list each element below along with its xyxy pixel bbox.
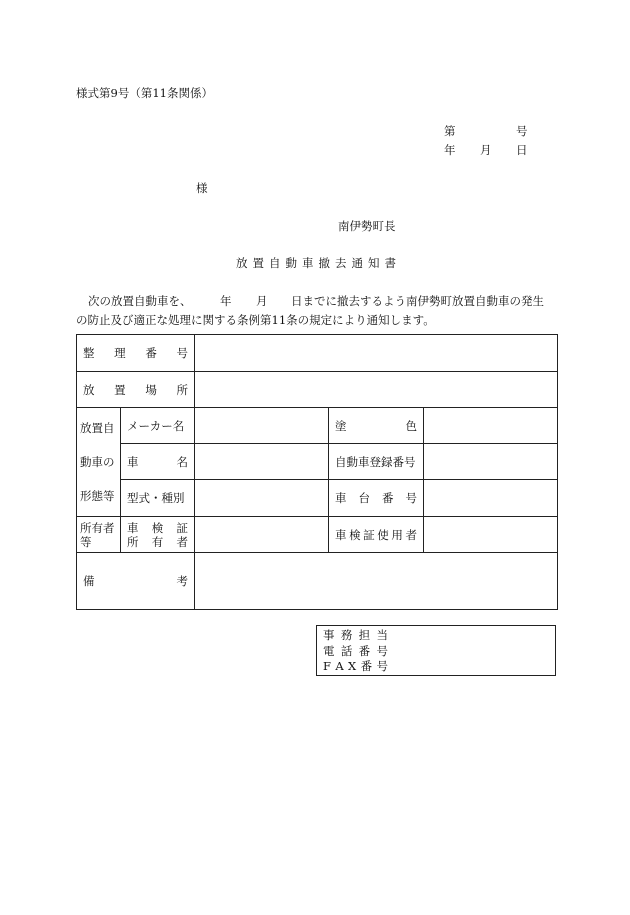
row-model [77,480,558,517]
inspection-user-label: 車 検 証 使 用 者 [335,527,417,542]
location-label: 放 置 場 所 [83,382,188,397]
owner-group-l1: 所有者 [80,520,115,535]
field-maker[interactable] [195,408,329,444]
field-registration[interactable] [424,444,558,480]
owner-group-cell [77,517,121,553]
body-line1-b: 日までに撤去するよう南伊勢町放置自動車の発生 [291,294,544,308]
label-location [77,372,195,408]
body-line1-month: 月 [256,294,268,308]
contact-fax-label: F A X 番 号 [323,659,388,673]
chassis-label: 車 台 番 号 [335,491,417,505]
remarks-label: 備 考 [83,574,188,588]
vehicle-info-table [76,334,558,610]
label-model [121,480,195,517]
field-model[interactable] [195,480,329,517]
body-line1-a: 次の放置自動車を、 [88,294,192,308]
document-title: 放置自動車撤去通知書 [236,256,401,270]
vehicle-group-cell [77,408,121,517]
vehicle-group-l3: 形態等 [80,489,115,503]
addressee-suffix: 様 [196,181,208,195]
body-line2: の防止及び適正な処理に関する条例第11条の規定により通知します。 [76,313,435,327]
vehicle-group-l2: 動車の [80,455,115,469]
contact-box [316,625,556,676]
label-chassis [329,480,424,517]
inspection-owner-l2: 所 有 者 [127,534,188,549]
row-car-name [77,444,558,480]
registration-label: 自動車登録番号 [335,454,416,469]
label-maker [121,408,195,444]
field-chassis[interactable] [424,480,558,517]
label-row-number [77,335,195,372]
field-inspection-owner[interactable] [195,517,329,553]
field-color[interactable] [424,408,558,444]
date-month-label: 月 [480,143,492,157]
row-number-label: 整 理 番 号 [83,346,188,360]
row-maker [77,408,558,444]
label-inspection-user [329,517,424,553]
contact-phone-label: 電 話 番 号 [323,643,388,658]
model-label: 型式・種別 [127,491,185,505]
label-registration [329,444,424,480]
row-remarks [77,553,558,610]
maker-label: メーカー名 [127,418,185,433]
inspection-owner-l1: 車 検 証 [127,520,188,535]
date-year-label: 年 [444,143,456,157]
field-inspection-user[interactable] [424,517,558,553]
row-location [77,372,558,408]
field-remarks[interactable] [195,553,558,610]
color-label: 塗 色 [335,418,417,433]
row-number [77,335,558,372]
document-number-prefix: 第 [444,124,456,138]
field-car-name[interactable] [195,444,329,480]
contact-staff-label: 事 務 担 当 [323,628,388,642]
field-row-number[interactable] [195,335,558,372]
form-number: 様式第9号（第11条関係） [76,86,213,100]
car-name-label: 車 名 [127,454,188,469]
label-inspection-owner [121,517,195,553]
owner-group-l2: 等 [80,534,92,549]
label-remarks [77,553,195,610]
field-location[interactable] [195,372,558,408]
issuer: 南伊勢町長 [338,219,396,233]
row-owner [77,517,558,553]
body-line1-year: 年 [220,294,232,308]
date-day-label: 日 [516,143,528,157]
label-color [329,408,424,444]
label-car-name [121,444,195,480]
document-number-suffix: 号 [516,124,528,138]
vehicle-group-l1: 放置自 [80,421,115,435]
